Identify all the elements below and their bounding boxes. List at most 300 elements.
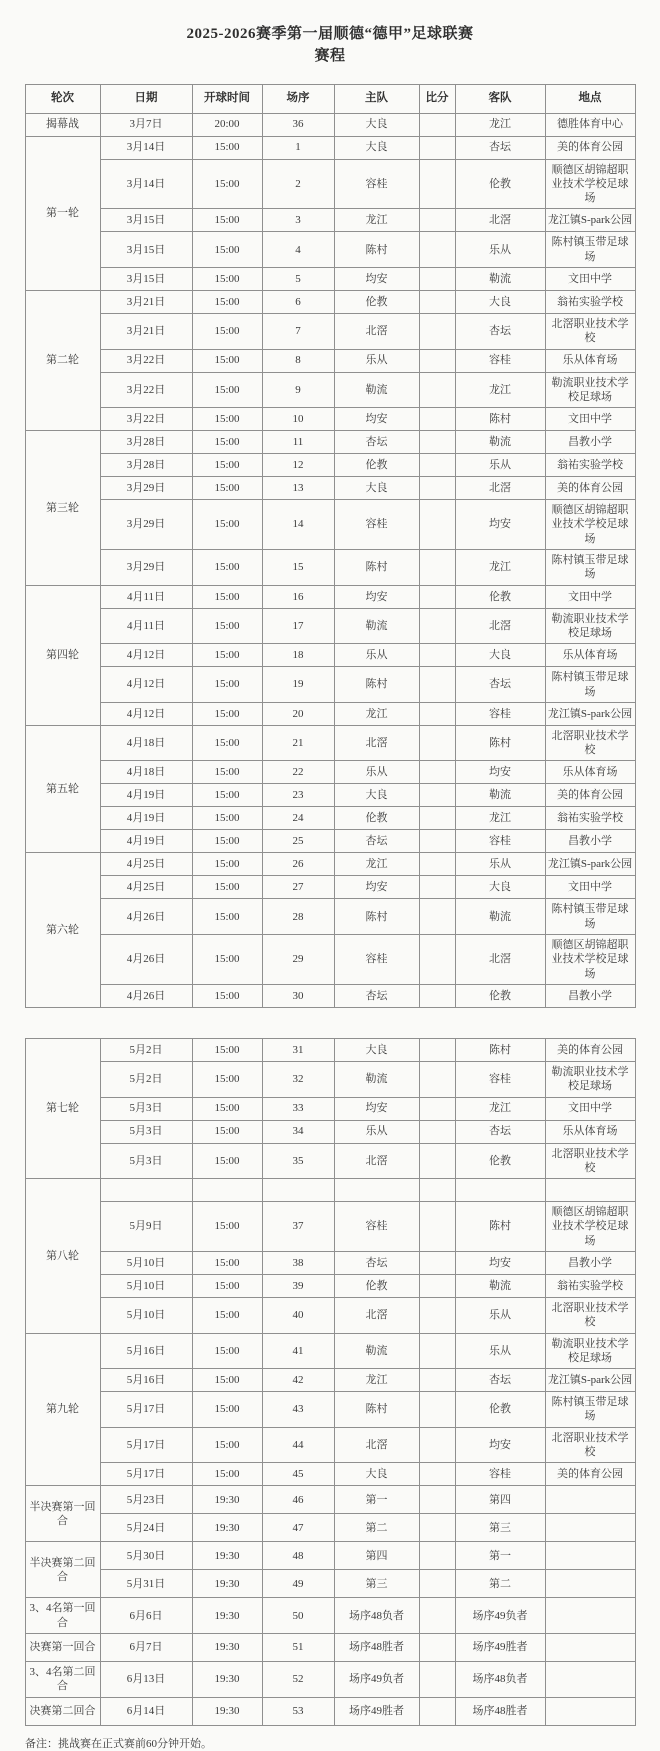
home-team-cell: 容桂 [334,159,419,209]
column-header-1: 日期 [100,84,192,113]
kickoff-time-cell: 15:00 [192,899,262,935]
match-number-cell: 42 [262,1369,334,1392]
kickoff-time-cell: 15:00 [192,1427,262,1463]
away-team-cell: 第三 [455,1514,545,1542]
away-team-cell: 杏坛 [455,313,545,349]
match-number-cell: 5 [262,267,334,290]
venue-cell: 美的体育公园 [545,784,635,807]
table-row [25,136,635,159]
away-team-cell: 乐从 [455,853,545,876]
score-cell [419,313,455,349]
round-cell: 第五轮 [25,725,100,853]
match-number-cell: 37 [262,1202,334,1252]
match-number-cell: 13 [262,477,334,500]
round-cell: 第九轮 [25,1333,100,1486]
venue-cell: 龙江镇S-park公园 [545,1369,635,1392]
score-cell [419,1252,455,1275]
home-team-cell: 第三 [334,1570,419,1598]
away-team-cell: 容桂 [455,1061,545,1097]
date-cell: 5月16日 [100,1369,192,1392]
date-cell: 5月17日 [100,1427,192,1463]
table-row [25,1252,635,1275]
table-row [25,1333,635,1369]
away-team-cell: 场序48负者 [455,1661,545,1697]
date-cell: 3月29日 [100,500,192,550]
table-row [25,1633,635,1661]
venue-cell: 翁祐实验学校 [545,454,635,477]
score-cell [419,784,455,807]
score-cell [419,232,455,268]
kickoff-time-cell: 15:00 [192,1392,262,1428]
score-cell [419,830,455,853]
away-team-cell: 龙江 [455,113,545,136]
home-team-cell [334,1179,419,1202]
match-number-cell: 31 [262,1038,334,1061]
match-number-cell: 44 [262,1427,334,1463]
home-team-cell: 伦教 [334,454,419,477]
kickoff-time-cell: 15:00 [192,876,262,899]
match-number-cell: 43 [262,1392,334,1428]
score-cell [419,1463,455,1486]
kickoff-time-cell: 15:00 [192,1202,262,1252]
score-cell [419,807,455,830]
kickoff-time-cell: 20:00 [192,113,262,136]
score-cell [419,1061,455,1097]
round-cell: 第七轮 [25,1038,100,1178]
table-row [25,1143,635,1179]
column-header-4: 主队 [334,84,419,113]
score-cell [419,1120,455,1143]
away-team-cell: 第二 [455,1570,545,1598]
kickoff-time-cell: 15:00 [192,267,262,290]
date-cell: 4月25日 [100,876,192,899]
table-row [25,1542,635,1570]
home-team-cell: 伦教 [334,290,419,313]
home-team-cell: 场序48胜者 [334,1633,419,1661]
venue-cell: 乐从体育场 [545,761,635,784]
date-cell: 3月28日 [100,431,192,454]
match-number-cell: 32 [262,1061,334,1097]
home-team-cell: 陈村 [334,667,419,703]
date-cell: 3月15日 [100,232,192,268]
score-cell [419,702,455,725]
venue-cell: 美的体育公园 [545,1038,635,1061]
table-row [25,349,635,372]
venue-cell: 龙江镇S-park公园 [545,853,635,876]
score-cell [419,585,455,608]
venue-cell: 陈村镇玉带足球场 [545,232,635,268]
home-team-cell: 龙江 [334,702,419,725]
home-team-cell: 杏坛 [334,984,419,1007]
venue-cell [545,1179,635,1202]
match-number-cell: 12 [262,454,334,477]
away-team-cell: 乐从 [455,1333,545,1369]
home-team-cell: 均安 [334,408,419,431]
kickoff-time-cell: 15:00 [192,807,262,830]
round-cell: 3、4名第一回合 [25,1598,100,1634]
match-number-cell: 46 [262,1486,334,1514]
table-row [25,899,635,935]
kickoff-time-cell: 15:00 [192,290,262,313]
table-row [25,761,635,784]
match-number-cell: 21 [262,725,334,761]
match-number-cell: 3 [262,209,334,232]
kickoff-time-cell: 15:00 [192,232,262,268]
kickoff-time-cell: 15:00 [192,1061,262,1097]
date-cell: 6月6日 [100,1598,192,1634]
date-cell: 5月2日 [100,1038,192,1061]
home-team-cell: 陈村 [334,232,419,268]
match-number-cell: 47 [262,1514,334,1542]
venue-cell: 翁祐实验学校 [545,807,635,830]
table-row [25,477,635,500]
home-team-cell: 第二 [334,1514,419,1542]
match-number-cell: 51 [262,1633,334,1661]
date-cell: 5月2日 [100,1061,192,1097]
away-team-cell: 北滘 [455,935,545,985]
away-team-cell: 场序48胜者 [455,1697,545,1725]
away-team-cell: 杏坛 [455,1120,545,1143]
score-cell [419,1633,455,1661]
match-number-cell: 33 [262,1097,334,1120]
match-number-cell: 11 [262,431,334,454]
venue-cell: 勒流职业技术学校足球场 [545,1333,635,1369]
home-team-cell: 场序49负者 [334,1661,419,1697]
venue-cell: 翁祐实验学校 [545,1275,635,1298]
home-team-cell: 乐从 [334,761,419,784]
home-team-cell: 勒流 [334,1333,419,1369]
score-cell [419,1275,455,1298]
kickoff-time-cell: 15:00 [192,702,262,725]
schedule-table-second-half [25,1038,636,1726]
match-number-cell: 34 [262,1120,334,1143]
date-cell: 3月22日 [100,349,192,372]
kickoff-time-cell: 15:00 [192,477,262,500]
kickoff-time-cell: 15:00 [192,1333,262,1369]
table-row [25,1598,635,1634]
home-team-cell: 龙江 [334,1369,419,1392]
match-number-cell: 6 [262,290,334,313]
kickoff-time-cell: 15:00 [192,209,262,232]
table-row [25,209,635,232]
home-team-cell: 大良 [334,113,419,136]
date-cell: 4月26日 [100,984,192,1007]
venue-cell: 顺德区胡锦超职业技术学校足球场 [545,1202,635,1252]
away-team-cell: 勒流 [455,267,545,290]
table-row [25,408,635,431]
away-team-cell: 场序49负者 [455,1598,545,1634]
match-number-cell: 26 [262,853,334,876]
away-team-cell: 龙江 [455,807,545,830]
match-number-cell: 27 [262,876,334,899]
venue-cell: 文田中学 [545,408,635,431]
kickoff-time-cell: 15:00 [192,1463,262,1486]
away-team-cell: 杏坛 [455,667,545,703]
table-row [25,1038,635,1061]
table-row [25,667,635,703]
venue-cell [545,1514,635,1542]
kickoff-time-cell: 15:00 [192,608,262,644]
match-number-cell: 7 [262,313,334,349]
date-cell: 3月14日 [100,136,192,159]
score-cell [419,159,455,209]
date-cell: 5月10日 [100,1298,192,1334]
venue-cell: 北滘职业技术学校 [545,1143,635,1179]
away-team-cell: 伦教 [455,1392,545,1428]
away-team-cell: 北滘 [455,608,545,644]
match-number-cell: 24 [262,807,334,830]
schedule-table-first-half [25,84,636,1008]
kickoff-time-cell: 15:00 [192,784,262,807]
away-team-cell: 第四 [455,1486,545,1514]
score-cell [419,1570,455,1598]
score-cell [419,1697,455,1725]
page-title [28,24,632,68]
date-cell: 5月30日 [100,1542,192,1570]
venue-cell: 美的体育公园 [545,477,635,500]
away-team-cell: 龙江 [455,372,545,408]
round-cell: 决赛第一回合 [25,1633,100,1661]
table-row [25,1661,635,1697]
away-team-cell: 杏坛 [455,1369,545,1392]
score-cell [419,984,455,1007]
round-cell: 第三轮 [25,431,100,585]
date-cell: 3月15日 [100,267,192,290]
away-team-cell: 勒流 [455,784,545,807]
venue-cell: 乐从体育场 [545,644,635,667]
score-cell [419,1202,455,1252]
away-team-cell: 杏坛 [455,136,545,159]
away-team-cell: 北滘 [455,209,545,232]
table-row [25,644,635,667]
kickoff-time-cell: 15:00 [192,1143,262,1179]
score-cell [419,500,455,550]
table-row [25,1120,635,1143]
venue-cell [545,1633,635,1661]
page-title-line1: 2025-2026赛季第一届顺德“德甲”足球联赛 [186,26,474,42]
score-cell [419,608,455,644]
away-team-cell: 场序49胜者 [455,1633,545,1661]
round-cell: 第六轮 [25,853,100,1007]
away-team-cell: 龙江 [455,1097,545,1120]
venue-cell [545,1598,635,1634]
kickoff-time-cell: 15:00 [192,431,262,454]
score-cell [419,1542,455,1570]
round-cell: 第二轮 [25,290,100,430]
venue-cell: 陈村镇玉带足球场 [545,1392,635,1428]
date-cell: 4月18日 [100,761,192,784]
away-team-cell: 乐从 [455,232,545,268]
kickoff-time-cell: 15:00 [192,1252,262,1275]
score-cell [419,644,455,667]
home-team-cell: 场序48负者 [334,1598,419,1634]
away-team-cell: 陈村 [455,725,545,761]
kickoff-time-cell: 15:00 [192,500,262,550]
score-cell [419,1333,455,1369]
score-cell [419,267,455,290]
score-cell [419,349,455,372]
score-cell [419,1179,455,1202]
column-header-7: 地点 [545,84,635,113]
round-cell: 第一轮 [25,136,100,290]
match-number-cell: 52 [262,1661,334,1697]
away-team-cell: 乐从 [455,1298,545,1334]
venue-cell: 昌教小学 [545,984,635,1007]
home-team-cell: 杏坛 [334,1252,419,1275]
kickoff-time-cell: 15:00 [192,1120,262,1143]
date-cell: 3月29日 [100,550,192,586]
match-number-cell: 30 [262,984,334,1007]
table-row [25,1463,635,1486]
venue-cell: 文田中学 [545,1097,635,1120]
match-number-cell: 38 [262,1252,334,1275]
match-number-cell: 1 [262,136,334,159]
kickoff-time-cell: 15:00 [192,550,262,586]
match-number-cell: 8 [262,349,334,372]
date-cell: 4月18日 [100,725,192,761]
date-cell: 5月3日 [100,1097,192,1120]
venue-cell [545,1486,635,1514]
kickoff-time-cell: 15:00 [192,408,262,431]
away-team-cell: 容桂 [455,830,545,853]
venue-cell: 昌教小学 [545,431,635,454]
date-cell: 5月16日 [100,1333,192,1369]
away-team-cell: 均安 [455,761,545,784]
date-cell: 4月25日 [100,853,192,876]
home-team-cell: 龙江 [334,853,419,876]
match-number-cell: 18 [262,644,334,667]
venue-cell [545,1697,635,1725]
kickoff-time-cell: 15:00 [192,1038,262,1061]
score-cell [419,667,455,703]
date-cell: 4月12日 [100,644,192,667]
home-team-cell: 大良 [334,136,419,159]
table-row [25,1697,635,1725]
round-cell: 第八轮 [25,1179,100,1333]
date-cell: 4月11日 [100,585,192,608]
away-team-cell: 均安 [455,1252,545,1275]
away-team-cell: 北滘 [455,477,545,500]
away-team-cell: 均安 [455,1427,545,1463]
venue-cell: 德胜体育中心 [545,113,635,136]
venue-cell: 北滘职业技术学校 [545,1427,635,1463]
match-number-cell: 19 [262,667,334,703]
date-cell: 4月11日 [100,608,192,644]
away-team-cell: 容桂 [455,702,545,725]
score-cell [419,477,455,500]
venue-cell: 北滘职业技术学校 [545,725,635,761]
home-team-cell: 容桂 [334,935,419,985]
kickoff-time-cell: 15:00 [192,1298,262,1334]
round-cell: 揭幕战 [25,113,100,136]
home-team-cell: 北滘 [334,725,419,761]
score-cell [419,853,455,876]
kickoff-time-cell: 15:00 [192,159,262,209]
date-cell: 6月13日 [100,1661,192,1697]
table-row [25,585,635,608]
home-team-cell: 乐从 [334,1120,419,1143]
score-cell [419,1369,455,1392]
home-team-cell: 北滘 [334,1298,419,1334]
away-team-cell: 第一 [455,1542,545,1570]
table-row [25,431,635,454]
match-number-cell: 41 [262,1333,334,1369]
table-row [25,853,635,876]
kickoff-time-cell: 15:00 [192,761,262,784]
date-cell: 5月17日 [100,1392,192,1428]
away-team-cell: 陈村 [455,408,545,431]
kickoff-time-cell: 15:00 [192,349,262,372]
table-row [25,1179,635,1202]
home-team-cell: 北滘 [334,1427,419,1463]
table-row [25,1275,635,1298]
venue-cell: 美的体育公园 [545,1463,635,1486]
match-number-cell: 45 [262,1463,334,1486]
date-cell: 3月29日 [100,477,192,500]
score-cell [419,408,455,431]
home-team-cell: 乐从 [334,349,419,372]
away-team-cell: 龙江 [455,550,545,586]
round-cell: 半决赛第二回合 [25,1542,100,1598]
away-team-cell: 伦教 [455,159,545,209]
score-cell [419,1097,455,1120]
table-row [25,876,635,899]
score-cell [419,899,455,935]
score-cell [419,454,455,477]
match-number-cell: 15 [262,550,334,586]
home-team-cell: 勒流 [334,1061,419,1097]
venue-cell: 文田中学 [545,585,635,608]
date-cell: 4月19日 [100,830,192,853]
away-team-cell: 陈村 [455,1038,545,1061]
match-number-cell: 16 [262,585,334,608]
table-row [25,1298,635,1334]
table-row [25,984,635,1007]
venue-cell: 陈村镇玉带足球场 [545,899,635,935]
table-row [25,500,635,550]
match-number-cell: 14 [262,500,334,550]
round-cell: 第四轮 [25,585,100,725]
date-cell: 3月21日 [100,313,192,349]
home-team-cell: 北滘 [334,1143,419,1179]
date-cell: 5月10日 [100,1252,192,1275]
match-number-cell: 40 [262,1298,334,1334]
column-header-0: 轮次 [25,84,100,113]
round-cell: 3、4名第二回合 [25,1661,100,1697]
table-row [25,1392,635,1428]
match-number-cell: 39 [262,1275,334,1298]
table-row [25,1514,635,1542]
home-team-cell: 大良 [334,1463,419,1486]
match-number-cell: 22 [262,761,334,784]
date-cell: 3月28日 [100,454,192,477]
away-team-cell: 大良 [455,876,545,899]
table-row [25,232,635,268]
date-cell: 3月22日 [100,372,192,408]
venue-cell: 美的体育公园 [545,136,635,159]
kickoff-time-cell: 15:00 [192,372,262,408]
away-team-cell: 伦教 [455,1143,545,1179]
match-number-cell: 48 [262,1542,334,1570]
table-row [25,290,635,313]
kickoff-time-cell: 19:30 [192,1514,262,1542]
table-row [25,1202,635,1252]
away-team-cell [455,1179,545,1202]
date-cell [100,1179,192,1202]
date-cell: 3月22日 [100,408,192,431]
kickoff-time-cell: 15:00 [192,984,262,1007]
home-team-cell: 大良 [334,784,419,807]
